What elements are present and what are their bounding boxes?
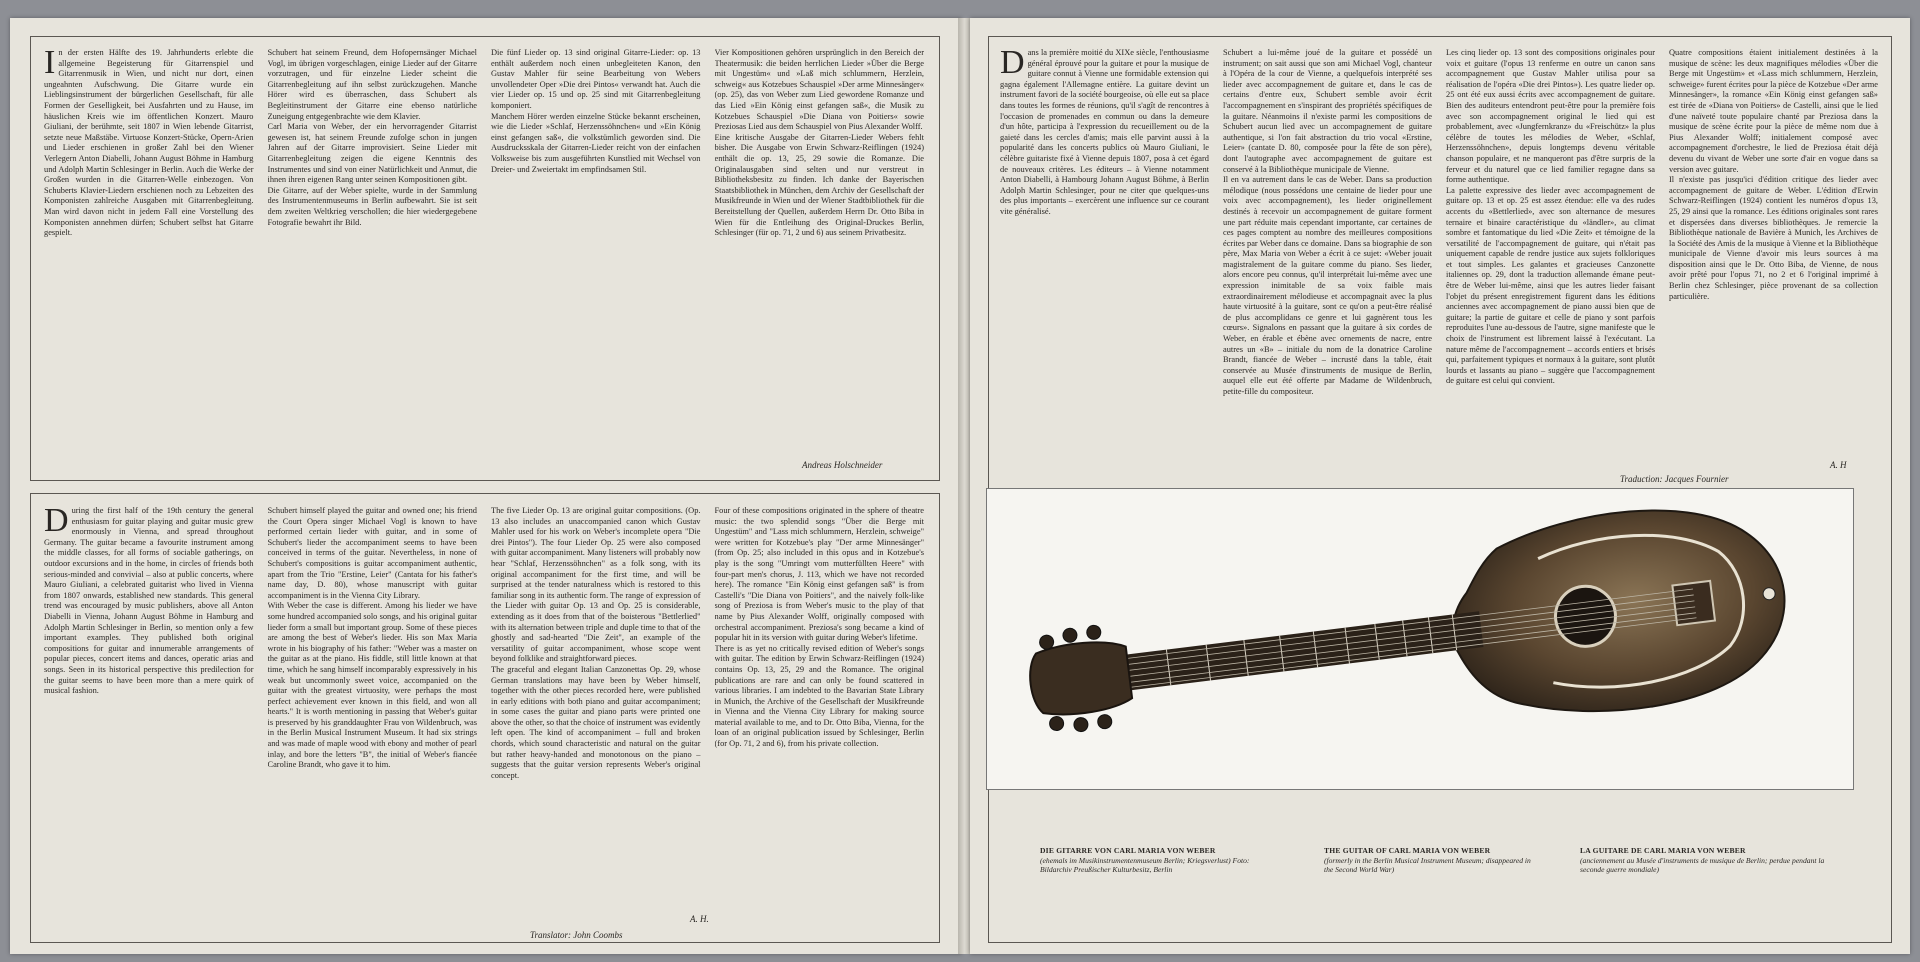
german-column-3 bbox=[491, 48, 701, 448]
guitar-icon bbox=[987, 489, 1853, 789]
english-translator: Translator: John Coombs bbox=[530, 930, 623, 940]
german-photo-caption bbox=[1040, 846, 1280, 875]
english-paragraph: The five Lieder Op. 13 are original guitar compositions. (Op. 13 also includes an unaccompanied canon which Gustav Mahler used for his work on Weber's incomplete opera "Die drei Pintos"). The four Lieder Op. 25 were also composed with guitar accompaniment. Many listeners will probably now hear "Schlaf, Herzenssöhnchen" as a folk song, with its original accompaniment for the first time, and will be surprised at the tender naturalness which is restored to this familiar song in its authentic form. The range of expression of the Lieder with guitar Op. 13 and Op. 25 is considerable, extending as it does from that of the boisterous "Bettlerlied" with its alternation between triple and duple time to that of the ghostly and sad-hearted "Die Zeit", an example of the versatility of guitar accompaniment, whose scope went beyond folklike and straightforward pieces. bbox=[491, 506, 701, 664]
french-photo-caption bbox=[1580, 846, 1830, 875]
french-paragraph: Il en va autrement dans le cas de Weber. Dans sa production mélodique (nous possédons une centaine de lieder pour une voix avec accompagnement), les lieder originellement destinés à recevoir un accompagnement de guitare forment une part réduite mais cependant importante, car certaines de ces pages comptent au nombre des meilleures compositions écrites par Weber dans ce domaine. Dans sa biographie de son père, Max Maria von Weber a écrit à ce sujet: «Weber jouait magistralement de la guitare comme du piano. Ses lieder, alors encore peu connus, qu'il interprétait lui-même avec une expression inimitable de sa voix faible mais extraordinairement mélodieuse et accompagnait avec la plus haute virtuosité à la guitare, sont ce qu'on a peut-être réalisé de plus accomplidans ce genre et lui gagnèrent tous les cœurs». Signalons en passant que la guitare à six cordes de Weber, en érable et ébène avec ornements de nacre, entre autres un «B» – initiale du nom de la donatrice Caroline Brandt, fiancée de Weber – incrusté dans la table, était conservée au Musée d'instruments de musique de Berlin, auquel elle eut été offerte par Madame de Wildenbruch, petite-fille du compositeur. bbox=[1223, 175, 1432, 396]
english-paragraph: With Weber the case is different. Among his lieder we have some hundred accompanied solo songs, and his original guitar lieder form a small but important group. Some of these pieces are among the best of Weber's lieder. His son Max Maria wrote in his biography of his father: "Weber was a master on the guitar as at the piano. His fiddle, still little known at that time, which he sang himself incomparably expressively in his weak but uncommonly sweet voice, accompanied on the guitar with the greatest virtuosity, were perhaps the most perfect achievement ever known in this field, and won all hearts." It is worth mentioning in passing that Weber's guitar is preserved by his granddaughter Frau von Wildenbruch, was in the Berlin Musical Instrument Museum. It had six strings and was made of maple wood with ebony and mother of pearl inlay, and bore the letters "B", the initial of Weber's fiancée Caroline Brandt, who gave it to him. bbox=[267, 601, 477, 770]
english-paragraph: Four of these compositions originated in the sphere of theatre music: the two splendid songs "Über die Berge mit Ungestüm" and "Lass mich schlummern, Herzlein, schweige" were written for Kotzebue's play "Der arme Minnesänger" (from Op. 25; also included in this opus and in Kotzebue's play is the song "Umringt vom mutterfüllten Heere" with four-part men's chorus, J. 113, which we have not recorded here). The romance "Ein König einst gefangen saß" is from Castelli's "Die Diana von Poitiers", and the naively folk-like song of Preziosa is from Weber's music to the play of that name by Pius Alexander Wolff, originally composed with orchestral accompaniment. Preziosa's song became a kind of popular hit in its version with guitar during Weber's lifetime. bbox=[714, 506, 924, 643]
french-paragraph: Il n'existe pas jusqu'ici d'édition critique des lieder avec accompagnement de guitare de Weber. L'édition d'Erwin Schwarz-Reiflingen (1924) contient les numéros d'opus 13, 25, 29 ainsi que la romance. Les éditions originales sont rares et dispersées dans diverses bibliothèques. Je remercie la Bibliothèque nationale de Bavière à Munich, les Archives de la Société des Amis de la musique à Vienne et la Bibliothèque municipale de Vienne d'avoir mis leurs sources à ma disposition ainsi que le Dr. Otto Biba, de Vienne, de nous avoir prêté pour l'opus 71, no 2 et 6 l'original imprimé à Berlin chez Schlesinger, pièce provenant de sa collection particulière. bbox=[1669, 175, 1878, 301]
german-paragraph: Eine kritische Ausgabe der Gitarren-Lieder Webers fehlt bisher. Die Ausgabe von Erwin Schwarz-Reiflingen (1924) enthält die op. 13, 25, 29 sowie die Romanze. Die Originalausgaben sind selten und nur verstreut in Bibliotheksbesitz zu finden. Ich danke der Bayerischen Staatsbibliothek in München, dem Archiv der Gesellschaft der Musikfreunde in Wien und der Wiener Stadtbibliothek für die Bereitstellung der Quellen, außerdem Herrn Dr. Otto Biba in Wien für die Entleihung des Original-Druckes Berlin, Schlesinger (für op. 71, 2 und 6) aus seinem Privatbesitz. bbox=[714, 132, 924, 238]
german-column-2 bbox=[268, 48, 478, 448]
german-paragraph: Carl Maria von Weber, der ein hervorragender Gitarrist gewesen ist, hat seinem Freunde zufolge schon in jungen Jahren auf der Gitarre improvisiert. Seine Lieder mit Gitarrenbegleitung zeigen die eigene Kenntnis des Instrumentes und sind von einer Natürlichkeit und Anmut, die ihnen ihren eigenen Rang unter seinen Kompositionen gibt. bbox=[267, 122, 477, 185]
english-column-4 bbox=[715, 506, 925, 912]
german-paragraph: Die Gitarre, auf der Weber spielte, wurde in der Sammlung des Instrumentenmuseums in Berlin aufbewahrt. Sie ist seit dem zweiten Weltkrieg verschollen; die hier wiedergegebene Fotografie bewahrt ihr Bild. bbox=[267, 185, 477, 227]
german-paragraph: Manchem Hörer werden einzelne Stücke bekannt erscheinen, wie die Lieder »Schlaf, Herzenssöhnchen« und »Ein König einst gefangen saß«, die volkstümlich geworden sind. Die Ausdrucksskala der Gitarren-Lieder reicht von der einfachen Volksweise bis zum ausgeführten Kunstlied mit Wechsel von Dreier- und Zweiertakt im empfindsamen Stil. bbox=[491, 111, 701, 174]
english-column-3 bbox=[491, 506, 701, 912]
english-caption-title: THE GUITAR OF CARL MARIA VON WEBER bbox=[1324, 846, 1491, 855]
french-column-1 bbox=[1000, 48, 1209, 458]
german-caption-sub: (ehemals im Musikinstrumentenmuseum Berlin; Kriegsverlust) Foto: Bildarchiv Preußischer Kulturbesitz, Berlin bbox=[1040, 855, 1250, 875]
english-column-1 bbox=[44, 506, 254, 912]
german-columns bbox=[44, 48, 924, 448]
english-caption-sub: (formerly in the Berlin Musical Instrument Museum; disappeared in the Second World War) bbox=[1324, 855, 1531, 875]
german-paragraph: Schubert hat seinem Freund, dem Hofopernsänger Michael Vogl, im übrigen vorgeschlagen, einige Lieder auf der Gitarre vorzutragen, und für einzelne Lieder scheint die Gitarrenbegleitung auf ihn selbst zurückzugehen. Manche Hörer wird es überraschen, dass Schubert als Begleitinstrument der Gitarre eine ebenso natürliche Zuneigung entgegenbrachte wie dem Klavier. bbox=[267, 48, 477, 121]
english-author: A. H. bbox=[690, 914, 709, 924]
english-paragraph: Schubert himself played the guitar and owned one; his friend the Court Opera singer Michael Vogl is known to have performed certain lieder with guitar, and in some of Schubert's lieder the accompaniment seems to have been conceived in terms of the guitar. Nevertheless, in none of Schubert's compositions is guitar accompaniment authentic, apart from the Trio "Erstine, Leier" (Cantata for his father's name day, D. 80), whose manuscript with guitar accompaniment is in the Vienna City Library. bbox=[267, 506, 477, 600]
right-page bbox=[970, 18, 1910, 954]
english-paragraph: The graceful and elegant Italian Canzonettas Op. 29, whose German translations may have been by Weber himself, together with the other pieces recorded here, were published in early editions with both piano and guitar accompaniment; in some cases the guitar and piano parts were printed one above the other, so that the choice of instrument was evidently left open. The kind of accompaniment – full and broken chords, which sound characteristic and natural on the guitar but rather heavy-handed and monotonous on the piano – suggests that the guitar version represents Weber's original concept. bbox=[491, 664, 701, 780]
french-paragraph: Schubert a lui-même joué de la guitare et possédé un instrument; on sait aussi que son ami Michael Vogl, chanteur à l'Opéra de la cour de Vienne, a quelquefois interprété ses lieder avec accompagnement de guitare et, dans le cas de certains d'entre eux, Schubert semble avoir écrit l'accompagnement en s'inspirant des propriétés spécifiques de la guitare. Néanmoins il n'existe parmi les compositions de Schubert aucun lied avec un accompagnement de guitare authentique, si l'on fait abstraction du trio vocal «Erstine, Leier» (cantate D. 80, composée pour la fête de son père), dont l'autographe avec accompagnement de guitare est conservé à la Bibliothèque municipale de Vienne. bbox=[1223, 48, 1432, 174]
guitar-photo bbox=[986, 488, 1854, 790]
french-caption-sub: (anciennement au Musée d'instruments de musique de Berlin; perdue pendant la seconde guerre mondiale) bbox=[1580, 855, 1825, 875]
english-photo-caption bbox=[1324, 846, 1534, 875]
french-column-3 bbox=[1446, 48, 1655, 458]
french-columns bbox=[1000, 48, 1878, 458]
english-columns bbox=[44, 506, 924, 912]
french-translator: Traduction: Jacques Fournier bbox=[1620, 474, 1729, 484]
french-author: A. H bbox=[1830, 460, 1847, 470]
german-author: Andreas Holschneider bbox=[802, 460, 883, 470]
german-caption-title: DIE GITARRE VON CARL MARIA VON WEBER bbox=[1040, 846, 1216, 855]
french-paragraph: Les cinq lieder op. 13 sont des compositions originales pour voix et guitare (l'opus 13 renferme en outre un canon sans accompagnement que Gustav Mahler utilisa pour sa réalisation de l'opéra «Die drei Pintos»). Les quatre lieder op. 25 ont été eux aussi écrits avec accompagnement de guitare. Bien des auditeurs entendront peut-être pour la première fois avec son accompagnement original le lied qui est probablement, avec «Jungfernkranz» du «Freischütz» la plus célèbre de toutes les mélodies de Weber, «Schlaf, Herzenssöhnchen», depuis longtemps devenu véritable chanson populaire, et ne manqueront pas d'être surpris de la ferveur et du naturel que ce lied familier regagne dans sa forme authentique. bbox=[1446, 48, 1655, 185]
french-caption-title: LA GUITARE DE CARL MARIA VON WEBER bbox=[1580, 846, 1746, 855]
french-column-4 bbox=[1669, 48, 1878, 458]
french-paragraph: La palette expressive des lieder avec accompagnement de guitare op. 13 et op. 25 est assez étendue: elle va des rudes accents du «Bettlerlied», avec son alternance de mesures ternaire et binaire caractéristique du «ländler», au climat sombre et fantomatique du lied «Die Zeit» et témoigne de la versatilité de l'accompagnement de guitare, qui n'était pas uniquement capable de rendre justice aux sujets folkloriques et tout simples. Les galantes et gracieuses Canzonette italiennes op. 29, dont la traduction allemande émane peut-être de Weber lui-même, ainsi que les autres lieder faisant l'objet du présent enregistrement figurent dans les éditions anciennes avec accompagnement de piano aussi bien que de guitare; la partie de guitare et celle de piano y sont parfois reproduites l'une au-dessous de l'autre, signe manifeste que le choix de l'instrument est librement laissé à l'exécutant. La nature même de l'accompagnement – accords entiers et brisés qui, parfaitement typiques et normaux à la guitare, sont plutôt lourds et lassants au piano – suggère que l'accompagnement de guitare est celui qui convient. bbox=[1446, 185, 1655, 386]
german-paragraph: Vier Kompositionen gehören ursprünglich in den Bereich der Theatermusik: die beiden herrlichen Lieder »Über die Berge mit Ungestüm« und »Laß mich schlummern, Herzlein, schweig« aus Kotzebues Schauspiel »Der arme Minnesänger« (op. 25), das von Weber zum Lied gewordene Romanze und das Lied »Ein König einst gefangen saß«, die Musik zu Kotzebues Schauspiel »Die Diana von Poitiers« sowie Preziosas Lied aus dem Schauspiel von Pius Alexander Wolff. bbox=[714, 48, 924, 132]
german-column-4 bbox=[715, 48, 925, 448]
french-column-2 bbox=[1223, 48, 1432, 458]
german-paragraph: Die fünf Lieder op. 13 sind original Gitarre-Lieder: op. 13 enthält außerdem noch einen unbegleiteten Kanon, den Gustav Mahler für seine Bearbeitung von Webers unvollendeter Oper »Die drei Pintos« verwandt hat. Auch die vier Lieder op. 15 und op. 25 sind mit Gitarrenbegleitung komponiert. bbox=[491, 48, 701, 110]
german-column-1 bbox=[44, 48, 254, 448]
english-column-2 bbox=[268, 506, 478, 912]
left-page bbox=[10, 18, 962, 954]
french-paragraph: Quatre compositions étaient initialement destinées à la musique de scène: les deux magnifiques mélodies «Über die Berge mit Ungestüm» et «Lass mich schlummern, Herzlein, schweige» furent écrites pour la pièce de Kotzebue «Der arme Minnesänger», la romance «Ein König einst gefangen saß» est tirée de «Diana von Poitiers» de Castelli, ainsi que le lied d'une naïveté toute populaire chanté par Preziosa dans la musique de scène écrite pour la pièce de même nom due à Pius Alexander Wolff; initialement composé avec accompagnement d'orchestre, le lied de Preziosa était déjà devenu du vivant de Weber une sorte d'air en vogue dans sa version avec guitare. bbox=[1669, 48, 1878, 174]
english-paragraph: There is as yet no critically revised edition of Weber's songs with guitar. The edition by Erwin Schwarz-Reiflingen (1924) contains Op. 13, 25, 29 and the Romance. The original publications are rare and can only be found scattered in various libraries. I am indebted to the Bavarian State Library in Munich, the Archive of the Gesellschaft der Musikfreunde in Vienna and the Vienna City Library for making source material available to me, and to Dr. Otto Biba, Vienna, for the loan of an original publication issued by Schlesinger, Berlin (for Op. 71, 2 and 6), from his private collection. bbox=[714, 643, 924, 749]
french-paragraph: Dans la première moitié du XIXe siècle, l'enthousiasme général éprouvé pour la guitare et pour la musique de guitare connut à Vienne une formidable extension qui gagna également l'Allemagne entière. La guitare devint un instrument favori de la société bourgeoise, où elle eut sa place dans toutes les formes de réunions, qu'il s'agît de rencontres à l'occasion de promenades en commun ou dans la demeure d'un hôte, participa à l'expression du recueillement ou de la gaieté dans les cercles d'amis; mais elle parvint aussi à la popularité dans les concerts publics où Mauro Giuliani, le célèbre guitariste fixé à Vienne depuis 1807, posa à cet égard de nouveaux critères. Les éditeurs – à Vienne notamment Anton Diabelli, à Hambourg Johann August Böhme, à Berlin Adolph Martin Schlesinger, pour ne citer que quelques-uns des plus importants – exercèrent une influence sur ce courant vite généralisé. bbox=[1000, 48, 1209, 216]
german-paragraph: In der ersten Hälfte des 19. Jahrhunderts erlebte die allgemeine Begeisterung für Gitarrenspiel und Gitarrenmusik in Wien, und nicht nur dort, einen ungeahnten Aufschwung. Die Gitarre wurde ein Lieblingsinstrument der bürgerlichen Gesellschaft, für alle Formen der Geselligkeit, bei Ausfahrten und zu Hause, im häuslichen Kreis wie im öffentlichen Konzert. Mauro Giuliani, der berühmte, seit 1807 in Wien lebende Gitarrist, setzte neue Maßstäbe. Virtuose Konzert-Stücke, Opern-Arien und Lieder erschienen in großer Zahl bei den Wiener Verlegern Anton Diabelli, Johann August Böhme in Hamburg und Adolph Martin Schlesinger in Berlin. Auch die Werke der Großen wurden in die Gitarren-Welle einbezogen. Von Schuberts Klavier-Liedern erschienen noch zu Lebzeiten des Komponisten zahlreiche Ausgaben mit Gitarrenbegleitung. Man wird davon nicht in jedem Fall eine Vorstellung des Komponisten annehmen dürfen; Schubert selbst hat Gitarre gespielt. bbox=[44, 48, 254, 238]
english-paragraph: During the first half of the 19th century the general enthusiasm for guitar playing and guitar music grew enormously in Vienna, and spread throughout Germany. The guitar became a favourite instrument among the middle classes, for all forms of sociable gatherings, on outdoor excursions and in the home, in circles of friends both serious-minded and convivial – also at public concerts, where Mauro Giuliani, a celebrated guitarist who lived in Vienna from 1807 onwards, established new standards. This general trend was encouraged by music publishers, above all Anton Diabelli in Vienna, Johann August Böhme in Hamburg and Adolph Martin Schlesinger in Berlin, so mention only a few important examples. They published both original compositions for guitar and innumerable arrangements of popular pieces, concert items and dances, operatic arias and songs. Seen in its historical perspective this predilection for the guitar seems to have been more than a mere quirk of musical fashion. bbox=[44, 506, 254, 696]
